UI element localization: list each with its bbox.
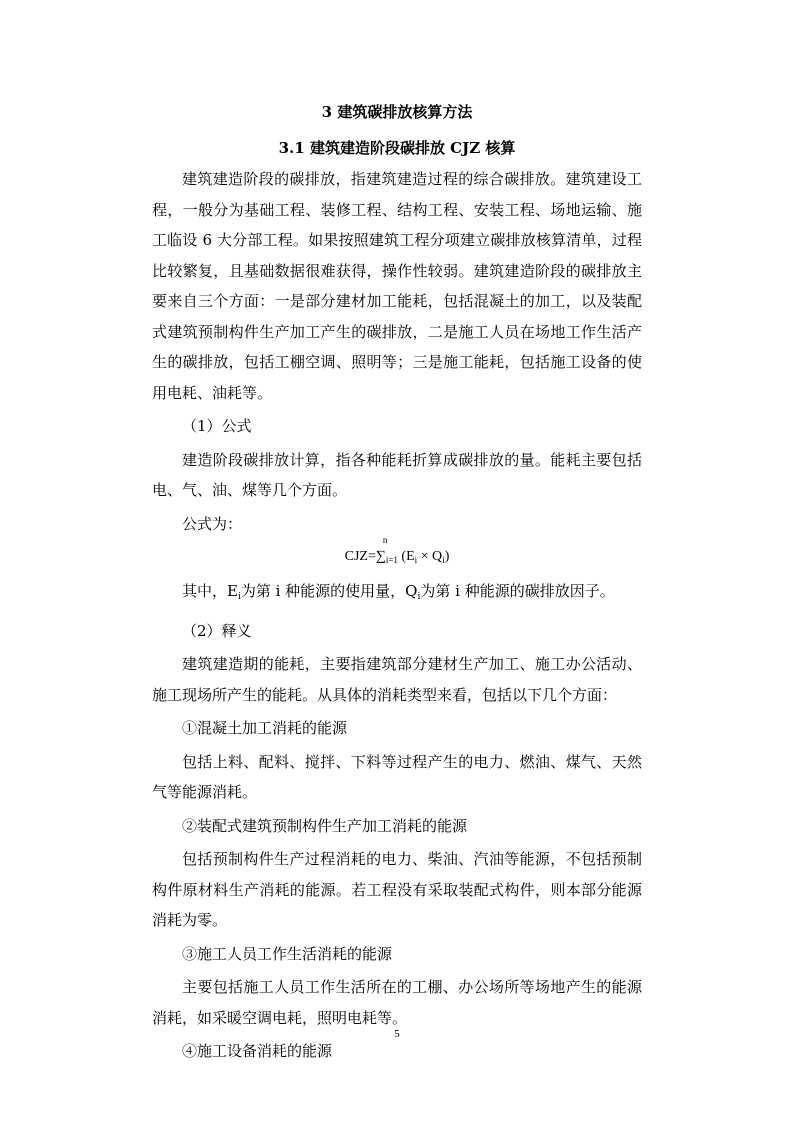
formula-open: (E (397, 549, 415, 564)
formula-sub-q: i (442, 555, 445, 565)
where-prefix: 其中，E (182, 582, 238, 600)
page-number: 5 (394, 1028, 400, 1040)
where-sub-e: i (237, 592, 241, 602)
formula-lhs: CJZ= (344, 549, 376, 564)
formula-sub-e: i (414, 555, 418, 565)
formula-heading: （1）公式 (182, 417, 252, 435)
interpretation-heading: （2）释义 (182, 621, 252, 640)
item3-title: ③施工人员工作生活消耗的能源 (182, 944, 393, 963)
sum-upper-limit: n (382, 535, 388, 545)
intro-paragraph: 建筑建造阶段的碳排放，指建筑建造过程的综合碳排放。建筑建设工程，一般分为基础工程、装修工程、结构工程、安装工程、场地运输、施工临设 6 大分部工程。如果按照建筑工程分项建立碳排放核算清单，过程比较繁复，且基础数据很难获得，操作性较弱。建筑建造阶段的碳排放主要来自三个方面：一是部分建材加工能耗，包括混凝土的加工，以及装配式建筑预制构件生产加工产生的碳排放，二是施工人员在场地工作生活产生的碳排放，包括工棚空调、照明等；三是施工能耗，包括施工设备的使用电耗、油耗等。 (152, 170, 642, 402)
variable-definition (152, 576, 642, 613)
item1-body: 包括上料、配料、搅拌、下料等过程产生的电力、燃油、煤气、天然气等能源消耗。 (152, 752, 642, 801)
item2-body: 包括预制构件生产过程消耗的电力、柴油、汽油等能源，不包括预制构件原材料生产消耗的能源。若工程没有采取装配式构件，则本部分能源消耗为零。 (152, 850, 642, 929)
summation-symbol (375, 535, 398, 574)
where-suffix: 为第 i 种能源的碳排放因子。 (420, 582, 615, 600)
formula-close: ) (444, 549, 450, 564)
sum-lower-limit: i=1 (385, 555, 398, 565)
formula-mid: × Q (417, 549, 443, 564)
interpretation-body: 建筑建造期的能耗，主要指建筑部分建材生产加工、施工办公活动、施工现场所产生的能耗。从具体的消耗类型来看，包括以下几个方面： (152, 655, 642, 704)
subsection-title: 3.1 建筑建造阶段碳排放 CJZ 核算 (278, 139, 516, 157)
section-title: 3 建筑碳排放核算方法 (321, 103, 473, 121)
item4-title: ④施工设备消耗的能源 (182, 1042, 333, 1060)
item2-title: ②装配式建筑预制构件生产加工消耗的能源 (182, 816, 468, 835)
formula-label: 公式为： (182, 514, 243, 533)
item1-title: ①混凝土加工消耗的能源 (182, 719, 348, 737)
where-sub-q: i (417, 592, 421, 602)
document-page (152, 98, 642, 1070)
carbon-emission-formula (152, 535, 642, 574)
sigma-glyph: ∑ (375, 549, 386, 564)
item3-body: 主要包括施工人员工作生活所在的工棚、办公场所等场地产生的能源消耗，如采暖空调电耗，照明电耗等。 (152, 978, 642, 1027)
formula-description: 建造阶段碳排放计算，指各种能耗折算成碳排放的量。能耗主要包括电、气、油、煤等几个方面。 (152, 450, 642, 499)
where-middle: 为第 i 种能源的使用量，Q (240, 582, 418, 600)
